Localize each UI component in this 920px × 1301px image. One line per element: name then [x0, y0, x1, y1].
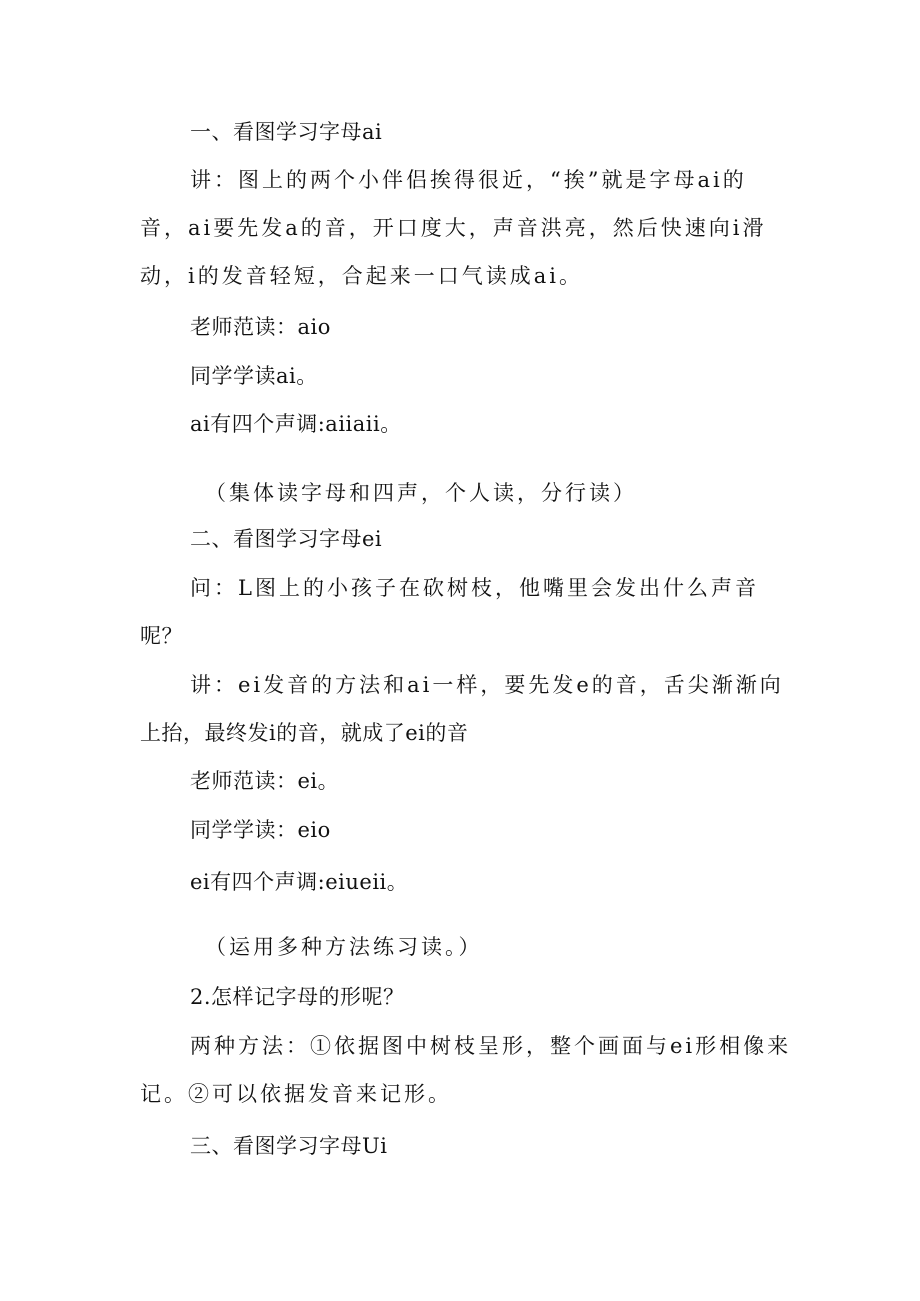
- question-ei-line-1: 问：L图上的小孩子在砍树枝，他嘴里会发出什么声音: [190, 576, 759, 600]
- heading-section-ui: 三、看图学习字母Ui: [190, 1134, 388, 1158]
- students-read-ei: 同学学读：eio: [190, 818, 331, 842]
- students-read-ai: 同学学读ai。: [190, 364, 318, 388]
- heading-section-ei: 二、看图学习字母ei: [190, 527, 383, 551]
- paragraph-two-methods-line-1: 两种方法：①依据图中树枝呈形，整个画面与ei形相像来: [190, 1034, 792, 1058]
- teacher-reads-ai: 老师范读：aio: [190, 315, 331, 339]
- paragraph-two-methods-line-2: 记。②可以依据发音来记形。: [140, 1082, 452, 1106]
- paragraph-explain-ei-line-1: 讲：ei发音的方法和ai一样，要先发e的音，舌尖渐渐向: [190, 673, 784, 697]
- paragraph-explain-ai-line-2: 音，ai要先发a的音，开口度大，声音洪亮，然后快速向i滑: [140, 216, 767, 240]
- question-remember-shape: 2.怎样记字母的形呢？: [190, 985, 405, 1009]
- heading-section-ai: 一、看图学习字母ai: [190, 120, 383, 144]
- ai-four-tones: ai有四个声调:aiiaii。: [190, 412, 402, 436]
- ei-four-tones: ei有四个声调:eiueii。: [190, 870, 409, 894]
- paragraph-explain-ai-line-1: 讲：图上的两个小伴侣挨得很近，“挨”就是字母ai的: [190, 168, 747, 192]
- question-ei-line-2: 呢？: [140, 624, 183, 648]
- paragraph-explain-ai-line-3: 动，i的发音轻短，合起来一口气读成ai。: [140, 264, 583, 288]
- paragraph-explain-ei-line-2: 上抬，最终发i的音，就成了ei的音: [140, 721, 469, 745]
- note-practice-reading: （运用多种方法练习读。）: [205, 935, 483, 959]
- teacher-reads-ei: 老师范读：ei。: [190, 769, 340, 793]
- note-group-reading: （集体读字母和四声，个人读，分行读）: [205, 481, 637, 505]
